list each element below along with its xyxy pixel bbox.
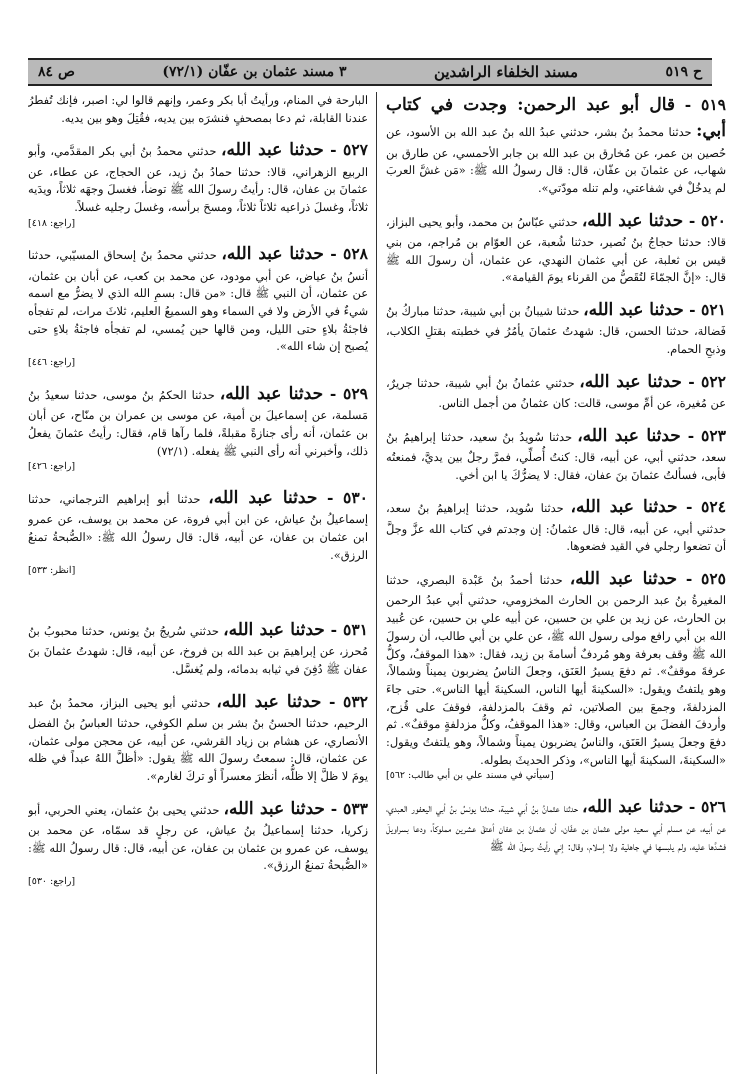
hadith-heading: ٥٣٠ - حدثنا عبد الله، xyxy=(208,487,368,508)
hadith-text: حدثنا أحمدُ بنُ عَبْدة البصري، حدثنا المغيرةُ بنُ عبد الرحمن بن الحارث المخزومي، حدثني أبي عبدُ الرحمن بن الحارث، عن زيد بن علي بن حسين، عن أبيه علي بن حسين، عن عُبيد الله بن أبي رافع مولى رسول الله ﷺ، عن علي بن أبي طالب، أن رسولَ الله ﷺ وقف بعرفة وهو مُردفٌ أسامةَ بن زيد، فقال: «هذا الموقفُ، وكلُّ عرفةَ موقفٌ». ثم دفعَ يسيرُ العَنَق، وجعلَ الناسُ يضربون يميناً وشمالاً، وهو يلتفتُ ويقول: «السكينةَ أيها الناس، السكينةَ أيها الناس». حتى جاءَ المزدلفةَ، وجمعَ بين الصلاتين، ثم وقفَ بالمزدلفة، فوقفَ على قُزح، وأردفَ الفضلَ بن العباس، وقال: «هذا الموقفُ، وكلُّ مزدلفةٍ موقفٌ». ثم دفعَ وجعلَ يسيرُ العَنَق، والناسُ يضربون يميناً وشمالاً، وهو يلتفتُ ويقول: «السكينةَ، السكينةَ أيها الناس»، وذكر الحديثَ بطوله. xyxy=(386,573,726,767)
cross-reference: [راجع: ٥٣٠] xyxy=(28,876,76,888)
hadith-entry xyxy=(386,794,726,856)
hadith-text: حدثنا شيبانُ بن أبي شيبة، حدثنا مباركُ بنُ فَضالة، حدثنا الحسن، قال: شهدتُ عثمانَ يأمُرُ في خطبته بقتلِ الكلاب، وذبحِ الحمام. xyxy=(386,304,726,357)
hadith-label: حدثنا عبد الله، xyxy=(221,244,324,265)
hadith-label: حدثنا عبد الله، xyxy=(583,300,684,321)
left-column xyxy=(28,92,368,1074)
hadith-number: ٥٣٠ xyxy=(343,487,368,507)
hadith-entry xyxy=(386,92,726,198)
hadith-label: حدثنا عبد الله، xyxy=(581,210,684,231)
hadith-label: حدثنا عبد الله، xyxy=(579,371,682,392)
hadith-text: البارحة في المنام، ورأيتُ أبا بكر وعمر، وإنهم قالوا لي: اصبر، فإنك تُفطرُ عندنا القابلة، ثم دعا بمصحفٍ فنشرَه بين يديه، فقُتِلَ وهو بين يديه. xyxy=(28,93,368,125)
hadith-label: حدثنا عبد الله، xyxy=(577,425,681,446)
hadith-text: حدثني أبو يحيى البزاز، محمدُ بنُ عبد الرحيم، حدثنا الحسنُ بنُ بشر بن سلم الكوفي، حدثنا العباسُ بنُ الفضل الأنصاري، عن هشام بن زياد القرشي، عن أبيه، عن محجن مولى عثمان، عن عثمان، قال: سمعتُ رسولَ الله ﷺ يقول: «أظلَّ اللهُ عبداً في ظله يومَ لا ظلَّ إلا ظلُّه، أنظرَ معسراً أو تركَ لغارم». xyxy=(28,695,368,784)
hadith-text: حدثني يحيى بنُ عثمان، يعني الحربي، أبو زكريا، حدثنا إسماعيلُ بنُ عياش، عن رجلٍ قد سمّاه، عن محمد بن يوسف، عن عمرو بن عثمان بن عفان، عن أبيه، قال: قال رسولُ الله ﷺ: «الصُّبحةُ تمنعُ الرزق». xyxy=(28,802,368,873)
hadith-entry xyxy=(28,796,368,890)
hadith-heading: ٥٣٣ - حدثنا عبد الله، xyxy=(223,798,368,819)
hadith-entry xyxy=(386,423,726,485)
volume-reference: ٣ مسند عثمان بن عفّان (٧٢/١) xyxy=(162,64,347,80)
hadith-heading: ٥٣١ - حدثنا عبد الله، xyxy=(223,620,368,640)
hadith-entry xyxy=(386,494,726,556)
hadith-label: حدثنا عبد الله، xyxy=(570,497,678,518)
hadith-text: حدثنا سُويدُ بنُ سعيد، حدثنا إبراهيمُ بنُ سعد، حدثني أبي، عن أبيه، قال: كنتُ أُصلِّي، فمرَّ رجلٌ بين يديَّ، فمنعتُه فأبى، فسألتُ عثمانَ بنَ عفان، فقال: لا يضرُّكَ يا ابن أخي. xyxy=(386,429,726,482)
hadith-heading: ٥٢٣ - حدثنا عبد الله، xyxy=(577,425,726,446)
hadith-label: حدثنا عبد الله، xyxy=(216,691,322,712)
hadith-label: حدثنا عبد الله، xyxy=(221,140,324,161)
hadith-entry xyxy=(386,297,726,359)
cross-reference: [راجع: ٤١٨] xyxy=(28,217,76,229)
hadith-number: ٥٢٩ xyxy=(343,383,368,403)
hadith-text: حدثنا الحكمُ بنُ موسى، حدثنا سعيدُ بنُ مَسلمة، عن إسماعيلَ بن أمية، عن موسى بن عمران بن منّاح، عن أبان بن عثمان، أنه رأى جنازةً مقبلةً، فلما رآها قام، فقال: رأيتُ عثمانَ يفعلُ ذلك، وأخبرني أنه رأى النبي ﷺ يفعله. (٧٢/١) xyxy=(28,387,368,458)
hadith-number: ٥٢٣ xyxy=(701,425,726,445)
hadith-number: ٥٢٧ xyxy=(343,140,368,160)
book-title: مسند الخلفاء الراشدين xyxy=(433,63,579,81)
hadith-text: حدثنا سُويد، حدثنا إبراهيمُ بنُ سعد، حدثني أبي، عن أبيه، قال: قال عثمانُ: إن وجدتم في كتاب الله عزَّ وجلَّ أن تضعوا رجلي في القيد فضعوها. xyxy=(386,501,726,554)
hadith-text: حدثني عثمانُ بنُ أبي شيبة، حدثنا جريرٌ، عن مُغيرة، عن أمِّ موسى، قالت: كان عثمانُ من أجمل الناس. xyxy=(386,375,726,411)
page-header xyxy=(28,58,712,86)
column-divider xyxy=(376,92,377,1074)
page-number: ص ٨٤ xyxy=(38,64,75,80)
hadith-label: حدثنا عبد الله، xyxy=(569,569,678,590)
hadith-heading: ٥٢٦ - حدثنا عبد الله، xyxy=(582,796,726,817)
right-column xyxy=(386,92,726,1074)
hadith-entry xyxy=(386,208,726,287)
hadith-text: حدثنا أبو إبراهيم الترجماني، حدثنا إسماعيلُ بنُ عياش، عن ابن أبي فروة، عن محمد بن يوسف، عن عمرو ابن عثمان بن عفان، عن أبيه، قال: قال رسولُ الله ﷺ: «الصُّبحةُ تمنعُ الرزق». xyxy=(28,491,368,562)
cross-reference: [راجع: ٤٤٦] xyxy=(28,357,76,369)
hadith-label: حدثنا عبد الله، xyxy=(219,383,324,404)
hadith-entry xyxy=(28,485,368,579)
hadith-entry xyxy=(28,241,368,370)
hadith-heading: ٥٣٢ - حدثنا عبد الله، xyxy=(216,691,368,712)
hadith-text: حدثني محمدُ بنُ إسحاق المسيّبي، حدثنا أنسُ بنُ عياض، عن أبي مودود، عن محمد بن كعب، عن أبان بن عثمان، عن عثمان، أن النبي ﷺ قال: «من قال: بسمِ الله الذي لا يضرُّ مع اسمه شيءٌ في الأرض ولا في السماء وهو السميعُ العليم، ثلاثَ مرات، لم تفجأه فاجئةُ بلاءٍ حتى الليل، ومن قالها حين يُمسي، لم تفجأه فاجئةُ بلاءٍ حتى يُصبح إن شاء الله». xyxy=(28,248,368,354)
hadith-range-number: ح ٥١٩ xyxy=(665,64,702,80)
hadith-heading: ٥٢٥ - حدثنا عبد الله، xyxy=(569,569,726,590)
hadith-label: حدثنا عبد الله، xyxy=(223,798,325,819)
hadith-number: ٥٢٥ xyxy=(701,569,726,589)
hadith-label: حدثنا عبد الله، xyxy=(582,796,684,817)
hadith-heading: ٥٢٧ - حدثنا عبد الله، xyxy=(221,140,368,161)
hadith-text: حدثني عبّاسُ بن محمد، وأبو يحيى البزاز، قالا: حدثنا حجاجُ بنُ نُصير، حدثنا شُعبة، عن العوّام بن مُراجم، من بني قيس بن ثعلبة، عن أبي عثمان النهدي، عن عثمان، أن رسولَ الله ﷺ قال: «إنَّ الجمّاءَ لتُقَصُّ من القرناء يومَ القيامة». xyxy=(386,214,726,285)
hadith-entry xyxy=(28,381,368,475)
hadith-number: ٥٢١ xyxy=(701,300,726,320)
hadith-heading: ٥٢٠ - حدثنا عبد الله، xyxy=(581,210,726,231)
hadith-entry xyxy=(28,689,368,786)
hadith-number: ٥٣٢ xyxy=(343,691,368,711)
hadith-text: حدثنا محمدُ بنُ بشر، حدثني عبدُ الله بنُ عبد الله بن الأسود، عن حُصين بن عمر، عن مُخارق بن عبد الله بن جابر الأحمسي، عن طارق بن شهاب، عن عثمانَ بن عفّان، قال: قال رسولُ الله ﷺ: «مَن غشَّ العربَ لم يدخُلْ في شفاعتي، ولم تنله مودّتي». xyxy=(386,125,726,196)
cross-reference: [انظر: ٥٣٣] xyxy=(28,565,76,577)
hadith-number: ٥١٩ xyxy=(701,95,726,114)
hadith-heading: ٥١٩ - قال أبو عبد الرحمن: وجدت في كتاب أبي: xyxy=(386,95,726,142)
hadith-number: ٥٣١ xyxy=(343,620,368,639)
hadith-entry xyxy=(28,617,368,679)
hadith-entry xyxy=(386,566,726,784)
hadith-number: ٥٢٤ xyxy=(701,497,726,517)
hadith-label: قال أبو عبد الرحمن: وجدت في كتاب أبي: xyxy=(386,95,726,142)
hadith-heading: ٥٢٤ - حدثنا عبد الله، xyxy=(570,497,726,518)
hadith-number: ٥٣٣ xyxy=(343,798,368,818)
hadith-heading: ٥٢١ - حدثنا عبد الله، xyxy=(583,300,726,321)
hadith-text: حدثني سُريجُ بنُ يونس، حدثنا محبوبُ بنُ مُحرز، عن إبراهيمَ بن عبد الله بن فروخ، عن أبيه، قال: شهدتُ عثمانَ بنَ عفان ﷺ دُفِنَ في ثيابه بدمائه، ولم يُغسَّل. xyxy=(28,624,368,677)
hadith-label: حدثنا عبد الله، xyxy=(223,620,325,640)
hadith-heading: ٥٢٢ - حدثنا عبد الله، xyxy=(579,371,726,392)
hadith-entry xyxy=(386,369,726,413)
hadith-text: حدثنا عثمانُ بنُ أبي شيبة، حدثنا يونسُ بنُ أبي اليعفور العبدي، عن أبيه، عن مسلم أبي سعيد مولى عثمان بن عفّان، أن عثمانَ بن عفان أعتقَ عشرين مملوكاً، ودعا بسراويلَ فشدَّها عليه، ولم يلبسها في جاهلية ولا إسلام، وقال: إني رأيتُ رسولَ الله ﷺ xyxy=(386,800,726,853)
hadith-entry xyxy=(28,92,368,127)
cross-reference: [راجع: ٤٢٦] xyxy=(28,461,76,473)
hadith-number: ٥٢٨ xyxy=(343,244,368,264)
hadith-heading: ٥٢٨ - حدثنا عبد الله، xyxy=(221,244,368,265)
hadith-label: حدثنا عبد الله، xyxy=(208,487,318,508)
cross-reference: [سيأتي في مسند علي بن أبي طالب: ٥٦٢] xyxy=(386,770,554,782)
hadith-heading: ٥٢٩ - حدثنا عبد الله، xyxy=(219,383,368,404)
hadith-text: حدثني محمدُ بنُ أبي بكر المقدَّمي، وأبو الربيع الزهراني، قالا: حدثنا حمادُ بنُ زيد، عن الحجاج، عن عطاء، عن عثمانَ بن عفان، قال: رأيتُ رسولَ الله ﷺ توضأ، فغسلَ وجهَه ثلاثاً، ويدَيه ثلاثاً، وغسلَ ذراعيه ثلاثاً ثلاثاً، ومسحَ برأسه، وغسلَ رجليه غسلاً. xyxy=(28,144,368,215)
hadith-number: ٥٢٢ xyxy=(701,371,726,391)
hadith-number: ٥٢٠ xyxy=(701,210,726,230)
hadith-entry xyxy=(28,137,368,231)
hadith-number: ٥٢٦ xyxy=(701,796,726,816)
